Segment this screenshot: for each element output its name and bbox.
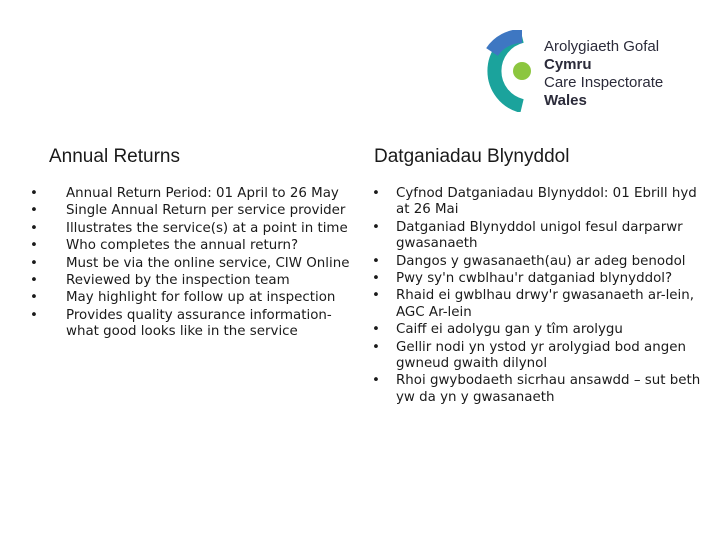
logo-line: Cymru (544, 56, 592, 73)
bullet-icon: • (372, 288, 380, 304)
list-item-text: Pwy sy'n cwblhau'r datganiad blynyddol? (396, 271, 673, 287)
bullet-icon: • (30, 290, 38, 306)
ciw-logo-mark-icon (478, 30, 540, 112)
ciw-logo (470, 18, 710, 128)
list-item (372, 254, 702, 270)
bullet-icon: • (372, 219, 380, 235)
list-item-text: Cyfnod Datganiadau Blynyddol: 01 Ebrill hyd at 26 Mai (396, 186, 697, 218)
datganiadau-list (372, 186, 702, 406)
bullet-icon: • (30, 203, 38, 219)
logo-line: Wales (544, 92, 587, 109)
list-item (30, 238, 350, 254)
list-item-text: Annual Return Period: 01 April to 26 May (66, 186, 339, 201)
list-item (372, 340, 702, 373)
list-item (372, 322, 702, 338)
bullet-icon: • (372, 373, 380, 389)
bullet-icon: • (30, 186, 38, 201)
bullet-icon: • (30, 273, 38, 289)
bullet-icon: • (372, 186, 380, 201)
list-item (30, 273, 350, 289)
list-item-text: May highlight for follow up at inspection (66, 290, 336, 306)
list-item-text: Who completes the annual return? (66, 238, 299, 254)
list-item-text: Provides quality assurance information- what good looks like in the service (66, 307, 332, 340)
list-item-text: Datganiad Blynyddol unigol fesul darparwr gwasanaeth (396, 219, 683, 252)
list-item (30, 186, 350, 202)
list-item-text: Gellir nodi yn ystod yr arolygiad bod angen gwneud gwaith dilynol (396, 339, 686, 372)
list-item-text: Must be via the online service, CIW Online (66, 255, 350, 271)
list-item-text: Caiff ei adolygu gan y tîm arolygu (396, 322, 623, 338)
bullet-icon: • (30, 307, 38, 323)
bullet-icon: • (372, 322, 380, 338)
datganiadau-column (372, 146, 702, 407)
annual-returns-column (30, 146, 350, 342)
list-item-text: Reviewed by the inspection team (66, 273, 290, 289)
list-item (30, 290, 350, 306)
list-item-text: Illustrates the service(s) at a point in time (66, 220, 348, 236)
ciw-logo-text (544, 38, 663, 110)
logo-line: Arolygiaeth Gofal (544, 38, 660, 55)
bullet-icon: • (372, 339, 380, 355)
list-item (30, 221, 350, 237)
list-item (372, 373, 702, 406)
list-item (30, 203, 350, 219)
annual-returns-list (30, 186, 350, 341)
list-item (30, 308, 350, 341)
logo-line: Care Inspectorate (544, 74, 664, 91)
list-item-text: Rhoi gwybodaeth sicrhau ansawdd – sut beth yw da yn y gwasanaeth (396, 373, 701, 405)
list-item-text: Rhaid ei gwblhau drwy'r gwasanaeth ar-lein, AGC Ar-lein (396, 288, 694, 320)
bullet-icon: • (30, 220, 38, 236)
annual-returns-heading: Annual Returns (49, 146, 180, 167)
list-item (30, 256, 350, 272)
list-item (372, 186, 702, 219)
list-item (372, 271, 702, 287)
list-item-text: Dangos y gwasanaeth(au) ar adeg benodol (396, 253, 686, 269)
list-item (372, 220, 702, 253)
bullet-icon: • (372, 271, 380, 287)
datganiadau-heading: Datganiadau Blynyddol (374, 146, 570, 167)
list-item (372, 288, 702, 321)
bullet-icon: • (30, 238, 38, 254)
bullet-icon: • (372, 253, 380, 269)
bullet-icon: • (30, 255, 38, 271)
list-item-text: Single Annual Return per service provider (66, 203, 346, 219)
